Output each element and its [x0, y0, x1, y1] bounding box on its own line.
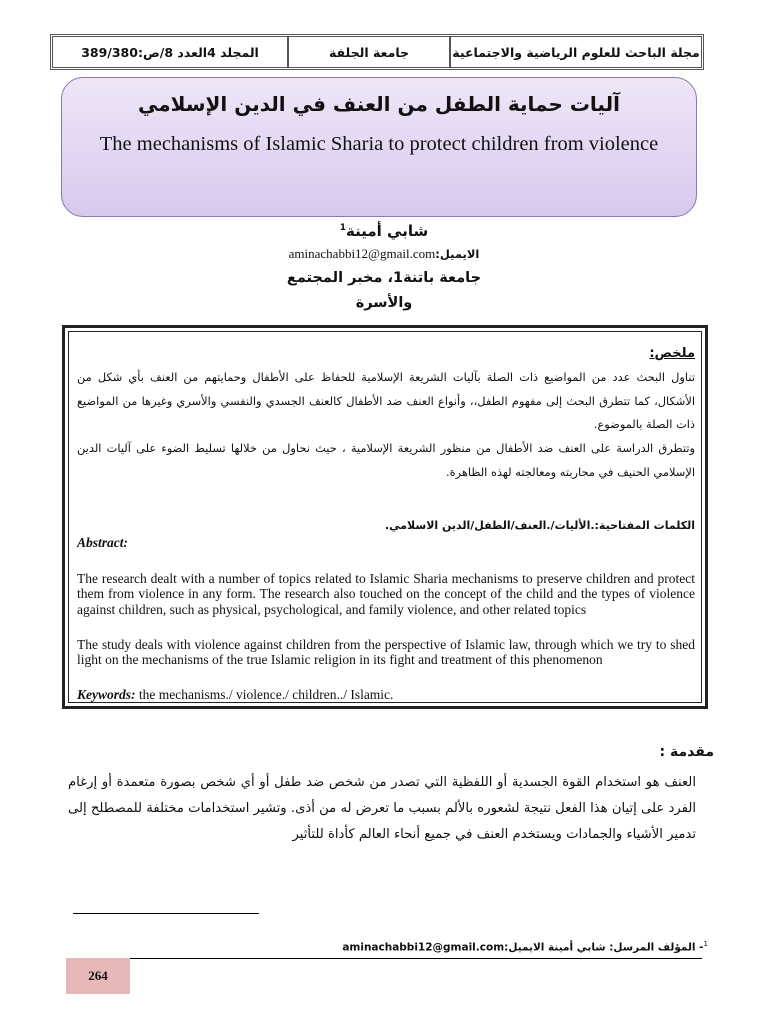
english-title: The mechanisms of Islamic Sharia to protect children from violence — [99, 133, 659, 155]
author-affiliation-2: والأسرة — [355, 295, 413, 311]
arabic-abstract-paragraph-2: وتتطرق الدراسة على العنف ضد الأطفال من منظور الشريعة الإسلامية ، حيث نحاول من خلالها تسليط الضوء على آليات الدين الإسلامي الحنيف في محاربته ومعالجته لهذه الظاهرة. — [77, 441, 695, 479]
footnote: $^1$- المؤلف المرسل: شابي أمينة الايميل:aminachabbi12@gmail.com — [342, 940, 708, 954]
journal-header — [50, 34, 704, 70]
english-abstract-label: Abstract: — [77, 535, 129, 550]
university-name: جامعة الجلفة — [287, 37, 449, 67]
english-abstract-paragraph-1: The research dealt with a number of topics related to Islamic Sharia mechanisms to preserve children and protect them from violence in any form. The research also touched on the concept of the child and the types of violence against children, such as physical, psychological, and family violence, and other related topics — [77, 571, 695, 617]
issue-info: المجلد 4العدد 8/ص:389/380 — [81, 44, 259, 60]
english-abstract-paragraph-2: The study deals with violence against children from the perspective of Islamic law, through which we try to shed light on the mechanisms of the true Islamic religion in its fight and treatment of this phenomenon — [77, 637, 695, 668]
english-keywords: Keywords: the mechanisms./ violence./ children../ Islamic. — [77, 687, 394, 702]
author-affiliation: جامعة باتنة1، مخبر المجتمع — [286, 270, 482, 286]
intro-heading: مقدمة : — [659, 744, 714, 760]
page-number: 264 — [66, 958, 130, 994]
footer-rule — [66, 958, 702, 959]
arabic-abstract-paragraph-1: تناول البحث عدد من المواضيع ذات الصلة بآليات الشريعة الإسلامية للحفاظ على الأطفال وحمايتهم من العنف بأي شكل من الأشكال، كما تتطرق البحث إلى مفهوم الطفل،، وأنواع العنف ضد الأطفال كالعنف الجسدي والنفسي والأسري وغيرها من المواضيع ذات الصلة بالموضوع. — [77, 370, 695, 431]
author-name: شابي أمينة$^1$ — [339, 222, 429, 240]
abstract-inner-border — [68, 331, 702, 703]
arabic-keywords: الكلمات المفتاحية:.الأليات/.العنف/الطفل/الدين الاسلامي. — [384, 519, 695, 532]
author-email: الايميل:aminachabbi12@gmail.com — [288, 246, 480, 261]
abstract-box — [62, 325, 708, 709]
arabic-title: آليات حماية الطفل من العنف في الدين الإسلامي — [138, 92, 620, 116]
footnote-separator — [73, 913, 259, 914]
arabic-abstract-label: ملخص: — [649, 346, 695, 361]
intro-paragraph: العنف هو استخدام القوة الجسدية أو اللفظية التي تصدر من شخص ضد طفل أو أي شخص بصورة متعمدة أو إرغام الفرد على إتيان هذا الفعل نتيجة لشعوره بالألم بسبب ما تعرض له من أذى. وتشير استخدامات مختلفة للمصطلح إلى تدمير الأشياء والجمادات ويستخدم العنف في جميع أنحاء العالم كأداة للتأثير — [68, 775, 696, 842]
title-box — [61, 77, 697, 217]
journal-name: مجلة الباحث للعلوم الرياضية والاجتماعية — [449, 37, 701, 67]
